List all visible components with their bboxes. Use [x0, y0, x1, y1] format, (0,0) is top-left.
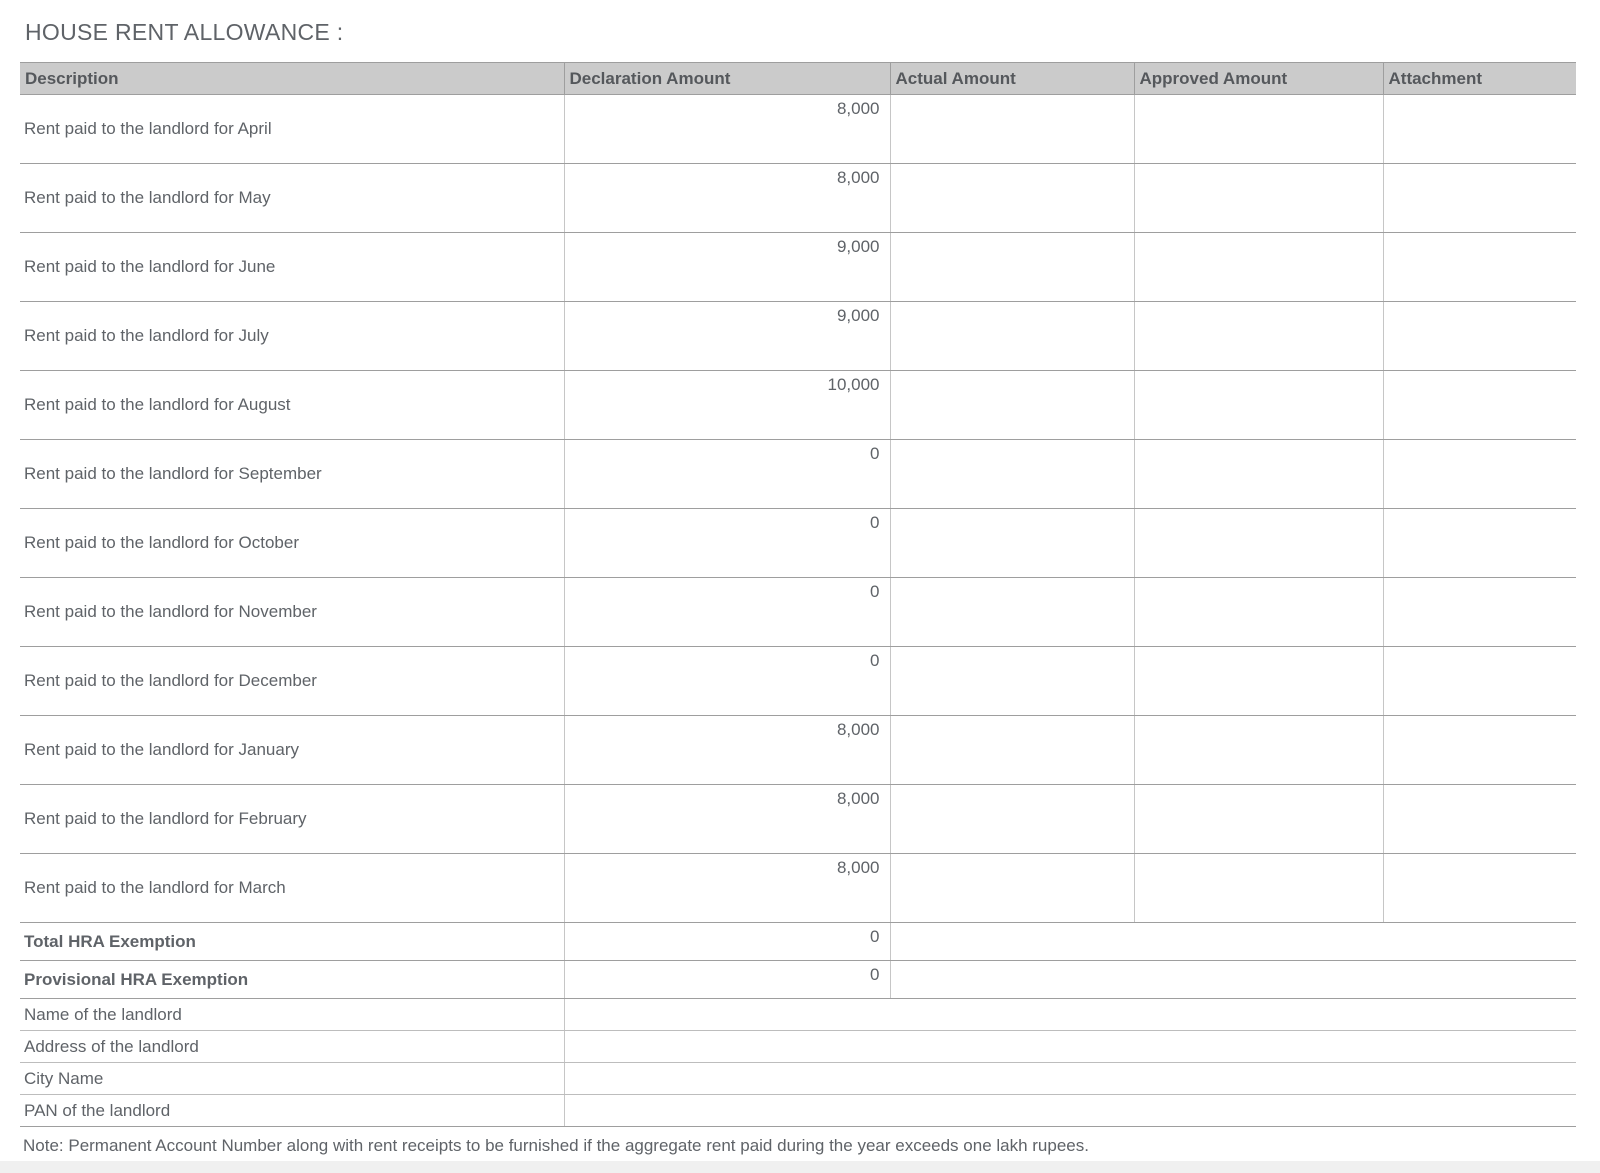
description-cell: Rent paid to the landlord for April — [20, 95, 564, 164]
declaration-amount-cell: 9,000 — [564, 233, 890, 302]
declaration-amount-cell: 10,000 — [564, 371, 890, 440]
table-row — [20, 164, 1576, 233]
declaration-amount-cell: 9,000 — [564, 302, 890, 371]
actual-amount-cell — [890, 647, 1134, 716]
declaration-amount-cell: 0 — [564, 578, 890, 647]
landlord-info-row — [20, 1095, 1576, 1127]
actual-amount-cell — [890, 578, 1134, 647]
actual-amount-cell — [890, 716, 1134, 785]
attachment-cell — [1383, 164, 1576, 233]
approved-amount-cell — [1134, 509, 1383, 578]
approved-amount-cell — [1134, 716, 1383, 785]
actual-amount-cell — [890, 440, 1134, 509]
landlord-info-row — [20, 1063, 1576, 1095]
approved-amount-cell — [1134, 233, 1383, 302]
actual-amount-cell — [890, 233, 1134, 302]
description-cell: Total HRA Exemption — [20, 923, 564, 961]
attachment-cell — [1383, 233, 1576, 302]
description-cell: PAN of the landlord — [20, 1095, 564, 1127]
table-header-row — [20, 63, 1576, 95]
hra-table — [20, 62, 1576, 1127]
table-row — [20, 785, 1576, 854]
table-row — [20, 233, 1576, 302]
summary-row — [20, 961, 1576, 999]
merged-cell — [890, 961, 1576, 999]
approved-amount-cell — [1134, 647, 1383, 716]
actual-amount-cell — [890, 302, 1134, 371]
value-cell — [564, 999, 1576, 1031]
column-header-attachment: Attachment — [1383, 63, 1576, 95]
description-cell: City Name — [20, 1063, 564, 1095]
table-row — [20, 440, 1576, 509]
description-cell: Rent paid to the landlord for August — [20, 371, 564, 440]
declaration-amount-cell: 8,000 — [564, 785, 890, 854]
declaration-amount-cell: 0 — [564, 509, 890, 578]
description-cell: Rent paid to the landlord for November — [20, 578, 564, 647]
approved-amount-cell — [1134, 302, 1383, 371]
description-cell: Rent paid to the landlord for February — [20, 785, 564, 854]
footer-band — [0, 1161, 1600, 1173]
attachment-cell — [1383, 578, 1576, 647]
approved-amount-cell — [1134, 785, 1383, 854]
table-row — [20, 509, 1576, 578]
table-row — [20, 371, 1576, 440]
description-cell: Provisional HRA Exemption — [20, 961, 564, 999]
table-row — [20, 716, 1576, 785]
attachment-cell — [1383, 716, 1576, 785]
page-title: HOUSE RENT ALLOWANCE : — [25, 19, 344, 45]
attachment-cell — [1383, 785, 1576, 854]
declaration-amount-cell: 8,000 — [564, 164, 890, 233]
value-cell — [564, 1031, 1576, 1063]
column-header-actual-amount: Actual Amount — [890, 63, 1134, 95]
actual-amount-cell — [890, 785, 1134, 854]
summary-row — [20, 923, 1576, 961]
table-row — [20, 95, 1576, 164]
column-header-description: Description — [20, 63, 564, 95]
landlord-info-row — [20, 1031, 1576, 1063]
declaration-amount-cell: 8,000 — [564, 716, 890, 785]
table-row — [20, 578, 1576, 647]
column-header-declaration-amount: Declaration Amount — [564, 63, 890, 95]
description-cell: Rent paid to the landlord for July — [20, 302, 564, 371]
attachment-cell — [1383, 371, 1576, 440]
approved-amount-cell — [1134, 578, 1383, 647]
description-cell: Rent paid to the landlord for January — [20, 716, 564, 785]
description-cell: Address of the landlord — [20, 1031, 564, 1063]
attachment-cell — [1383, 302, 1576, 371]
declaration-amount-cell: 8,000 — [564, 854, 890, 923]
attachment-cell — [1383, 440, 1576, 509]
declaration-amount-cell: 8,000 — [564, 95, 890, 164]
actual-amount-cell — [890, 854, 1134, 923]
actual-amount-cell — [890, 509, 1134, 578]
declaration-amount-cell: 0 — [564, 647, 890, 716]
attachment-cell — [1383, 509, 1576, 578]
table-row — [20, 854, 1576, 923]
table-row — [20, 647, 1576, 716]
description-cell: Rent paid to the landlord for March — [20, 854, 564, 923]
attachment-cell — [1383, 95, 1576, 164]
approved-amount-cell — [1134, 854, 1383, 923]
column-header-approved-amount: Approved Amount — [1134, 63, 1383, 95]
approved-amount-cell — [1134, 95, 1383, 164]
approved-amount-cell — [1134, 164, 1383, 233]
table-row — [20, 302, 1576, 371]
actual-amount-cell — [890, 371, 1134, 440]
declaration-amount-cell: 0 — [564, 440, 890, 509]
actual-amount-cell — [890, 164, 1134, 233]
value-cell — [564, 1063, 1576, 1095]
merged-cell — [890, 923, 1576, 961]
approved-amount-cell — [1134, 440, 1383, 509]
declaration-amount-cell: 0 — [564, 961, 890, 999]
description-cell: Name of the landlord — [20, 999, 564, 1031]
note-text: Note: Permanent Account Number along with rent receipts to be furnished if the aggregate rent paid during the year exceeds one lakh rupees. — [23, 1136, 1089, 1155]
declaration-amount-cell: 0 — [564, 923, 890, 961]
landlord-info-row — [20, 999, 1576, 1031]
description-cell: Rent paid to the landlord for October — [20, 509, 564, 578]
attachment-cell — [1383, 647, 1576, 716]
actual-amount-cell — [890, 95, 1134, 164]
approved-amount-cell — [1134, 371, 1383, 440]
description-cell: Rent paid to the landlord for September — [20, 440, 564, 509]
value-cell — [564, 1095, 1576, 1127]
description-cell: Rent paid to the landlord for December — [20, 647, 564, 716]
description-cell: Rent paid to the landlord for June — [20, 233, 564, 302]
attachment-cell — [1383, 854, 1576, 923]
description-cell: Rent paid to the landlord for May — [20, 164, 564, 233]
